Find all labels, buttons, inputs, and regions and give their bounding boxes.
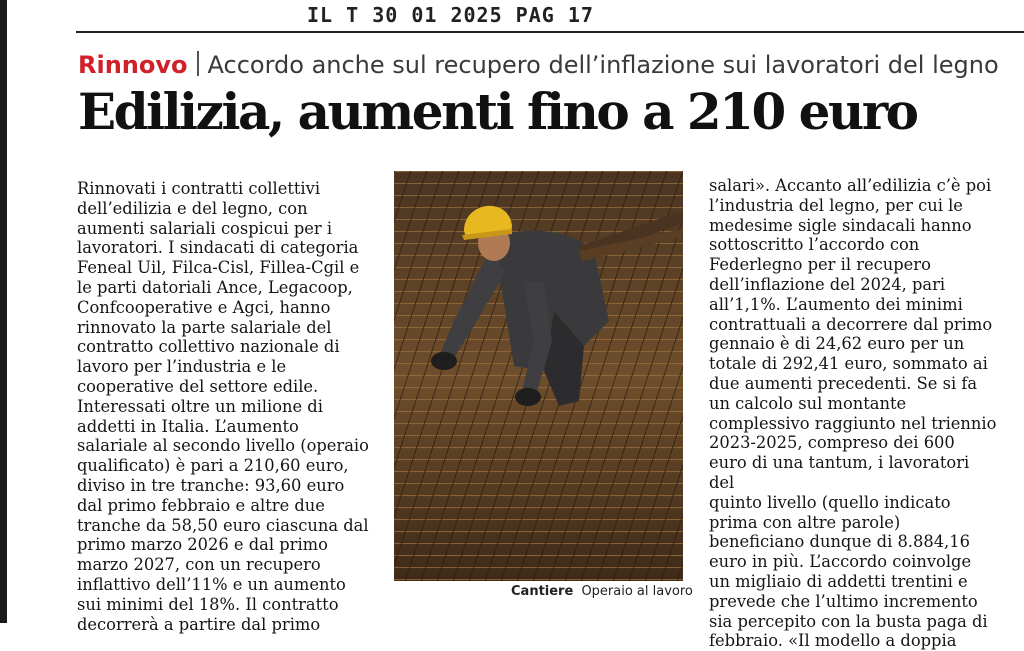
page-edge-rule (0, 0, 7, 623)
caption-text: Operaio al lavoro (581, 584, 693, 599)
caption-label: Cantiere (511, 584, 574, 599)
page-reference: IL T 30 01 2025 PAG 17 (307, 3, 594, 27)
kicker-separator (197, 51, 199, 76)
kicker (78, 48, 999, 79)
article-column-right: salari». Accanto all’edilizia c’è poi l’industria del legno, per cui le medesime sigle sindacali hanno sottoscritto l’accordo con Federlegno per il recupero dell’inflazione del 2024, pari all’1,1%. L’aumento dei minimi contrattuali a decorrere dal primo gennaio è di 24,62 euro per un totale di 292,41 euro, sommato ai due aumenti precedenti. Se si fa un calcolo sul montante complessivo raggiunto nel triennio 2023-2025, compreso dei 600 euro di una tantum, i lavoratori del quinto livello (quello indicato prima con altre parole) beneficiano dunque di 8.884,16 euro in più. L’accordo coinvolge un migliaio di addetti trentini e prevede che l’ultimo incremento sia percepito con la busta paga di febbraio. «Il modello a doppia (709, 176, 997, 651)
kicker-label: Rinnovo (78, 51, 188, 79)
header-divider (76, 31, 1024, 33)
photo-caption (511, 584, 693, 599)
kicker-text: Accordo anche sul recupero dell’inflazione sui lavoratori del legno (207, 51, 999, 79)
article-column-left: Rinnovati i contratti collettivi dell’edilizia e del legno, con aumenti salariali cospicui per i lavoratori. I sindacati di categoria Feneal Uil, Filca-Cisl, Fillea-Cgil e le parti datoriali Ance, Legacoop, Confcooperative e Agci, hanno rinnovato la parte salariale del contratto collettivo nazionale di lavoro per l’industria e le cooperative del settore edile. Interessati oltre un milione di addetti in Italia. L’aumento salariale al secondo livello (operaio qualificato) è pari a 210,60 euro, diviso in tre tranche: 93,60 euro dal primo febbraio e altre due tranche da 58,50 euro ciascuna dal primo marzo 2026 e dal primo marzo 2027, con un recupero inflattivo dell’11% e un aumento sui minimi del 18%. Il contratto decorrerà a partire dal primo (77, 179, 369, 634)
article-photo (394, 171, 683, 581)
headline: Edilizia, aumenti fino a 210 euro (78, 82, 917, 141)
